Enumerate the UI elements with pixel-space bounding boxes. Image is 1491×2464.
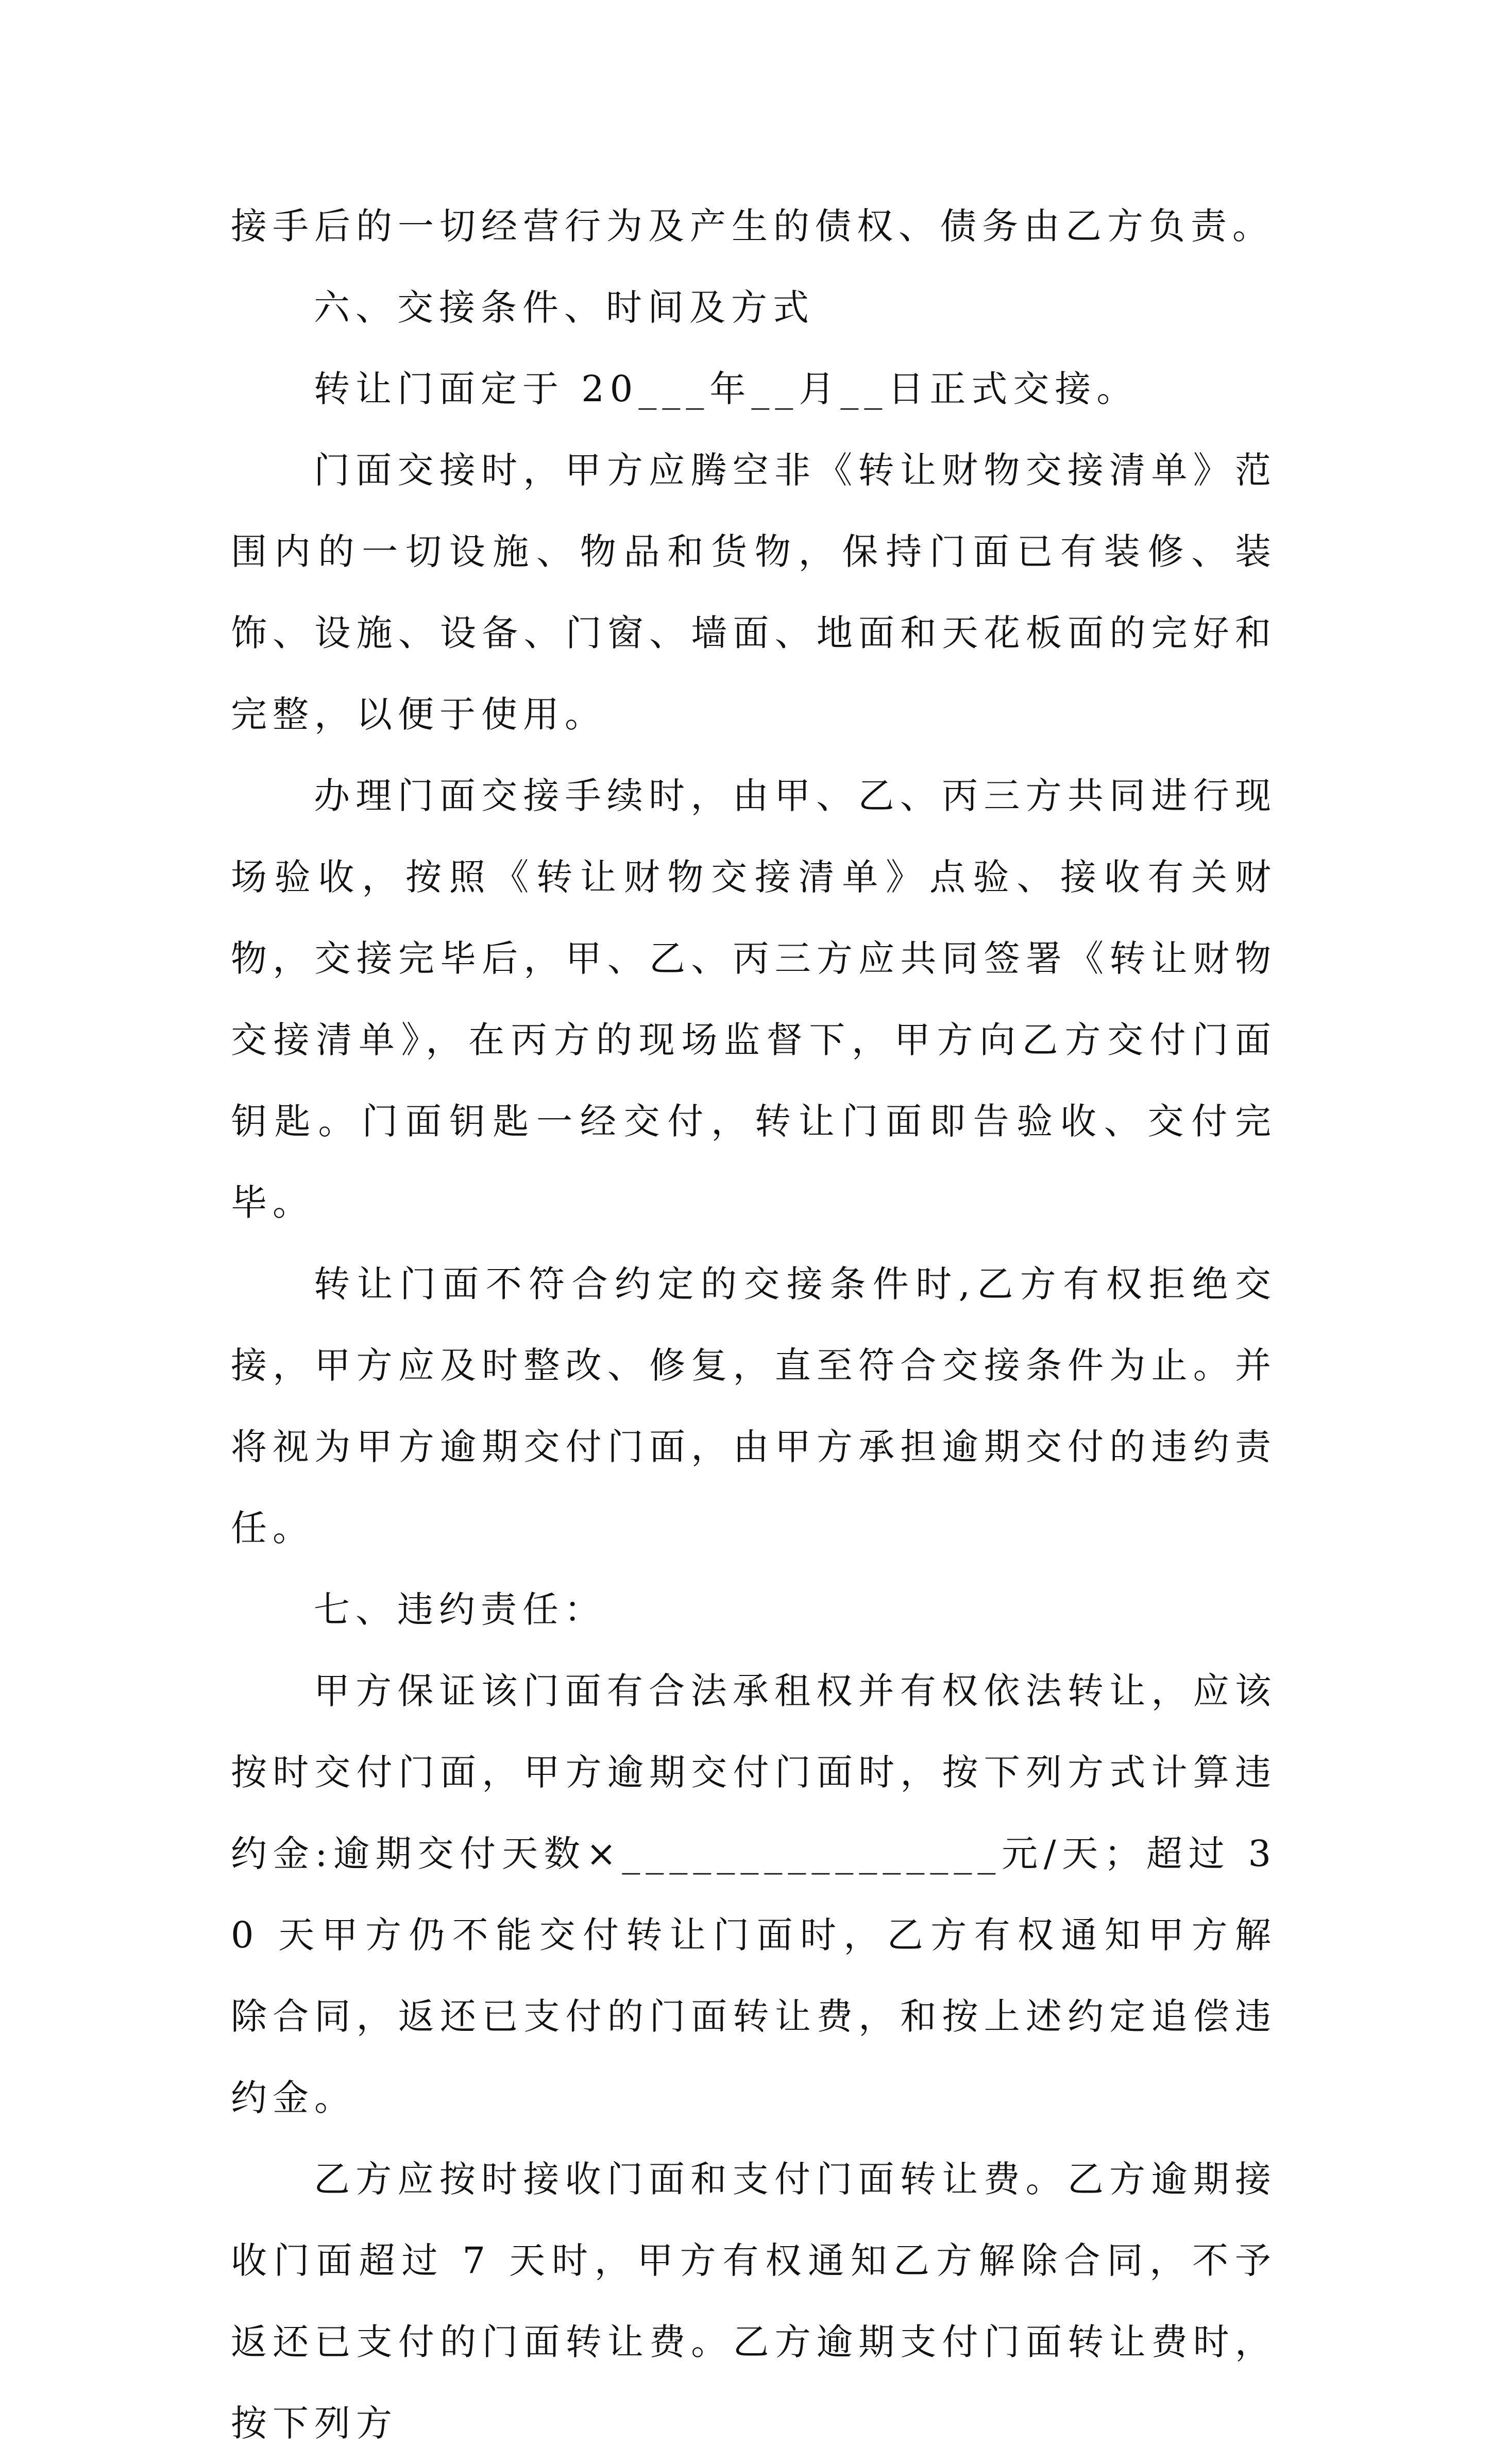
- paragraph-handover-conditions: 门面交接时，甲方应腾空非《转让财物交接清单》范围内的一切设施、物品和货物，保持门面已有装修、装饰、设施、设备、门窗、墙面、地面和天花板面的完好和完整，以便于使用。: [231, 449, 1277, 735]
- paragraph-handover-procedure: 办理门面交接手续时，由甲、乙、丙三方共同进行现场验收，按照《转让财物交接清单》点验、接收有关财物，交接完毕后，甲、乙、丙三方应共同签署《转让财物交接清单》，在丙方的现场监督下，甲方向乙方交付门面钥匙。门面钥匙一经交付，转让门面即告验收、交付完毕。: [231, 775, 1277, 1224]
- paragraph-party-a-liability: 甲方保证该门面有合法承租权并有权依法转让，应该按时交付门面，甲方逾期交付门面时，按下列方式计算违约金:逾期交付天数×________________元/天；超过 30 天甲方仍不能交付转让门面时，乙方有权通知甲方解除合同，返还已支付的门面转让费，和按上述约定追偿违约金。: [231, 1670, 1277, 2119]
- paragraph-handover-date: 转让门面定于 20___年__月__日正式交接。: [314, 368, 1139, 410]
- paragraph-continuation: 接手后的一切经营行为及产生的债权、债务由乙方负责。: [231, 205, 1274, 247]
- paragraph-party-b-liability: 乙方应按时接收门面和支付门面转让费。乙方逾期接收门面超过 7 天时，甲方有权通知乙方解除合同，不予返还已支付的门面转让费。乙方逾期支付门面转让费时，按下列方: [231, 2158, 1277, 2444]
- section-heading-six: 六、交接条件、时间及方式: [314, 286, 815, 329]
- section-heading-seven: 七、违约责任：: [314, 1588, 606, 1631]
- contract-text: [231, 185, 1277, 2464]
- paragraph-nonconforming-handover: 转让门面不符合约定的交接条件时,乙方有权拒绝交接，甲方应及时整改、修复，直至符合交接条件为止。并将视为甲方逾期交付门面，由甲方承担逾期交付的违约责任。: [231, 1263, 1277, 1549]
